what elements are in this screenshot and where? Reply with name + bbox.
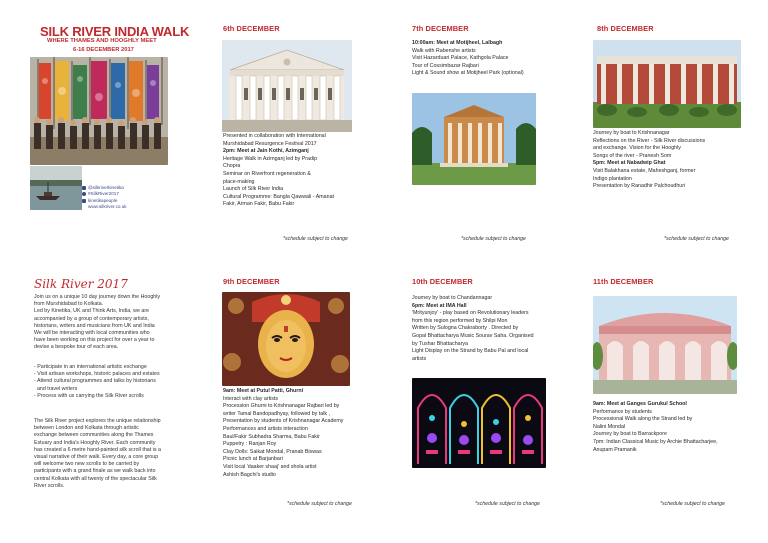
day-9-line: Visit local 'daaker shaaj' and shola artist (223, 463, 317, 470)
instagram-icon (82, 186, 86, 190)
day-9-line: Performances and artists interaction (223, 425, 308, 432)
social-facebook[interactable]: kinetikapeople (88, 197, 118, 203)
day-6-line: Heritage Walk in Azimganj led by Pradip (223, 155, 318, 162)
social-hashtag[interactable]: #SilkRiver2017 (88, 191, 119, 197)
day-9-line: Baul/Fakir Subhadra Sharma, Babu Fakir (223, 433, 320, 440)
cover-subtitle: WHERE THAMES AND HOOGHLY MEET (47, 38, 157, 44)
cover-photo-procession (30, 57, 168, 165)
day-6-line: Chopra (223, 163, 241, 170)
day-11-line: Processional Walk along the Strand led by (593, 416, 693, 423)
day-7-line: Tour of Cossimbazar Rajbari (412, 62, 479, 69)
day-10-line: from this region performed by Shilpi Mon (412, 317, 508, 324)
day-10-photo (412, 378, 546, 468)
day-11-line: Nalini Mondal (593, 423, 626, 430)
day-7-details (412, 40, 524, 78)
day-8-meeting-point: 5pm: Meet at Nabadwip Ghat (593, 160, 666, 167)
day-11-line: Performance by students (593, 408, 652, 415)
day-8-line: Journey by boat to Krishnanagar (593, 130, 670, 136)
day-6-schedule-note: *schedule subject to change (283, 236, 348, 242)
day-11-line: Journey by boat to Barrackpore (593, 431, 667, 438)
day-10-line: Journey by boat to Chandannagar (412, 295, 493, 301)
day-6-photo (222, 40, 352, 132)
day-10-details (412, 295, 534, 363)
cover-dates: 6-16 DECEMBER 2017 (73, 47, 134, 53)
day-10-line: Light Display on the Strand by Babu Pal and local (412, 348, 529, 355)
day-6-meeting-point: 2pm: Meet at Jain Kothi, Azimganj (223, 148, 309, 155)
day-9-line: Puppetry : Ranjan Roy (223, 441, 277, 448)
day-11-details (593, 401, 718, 454)
day-10-line: artists (412, 355, 427, 362)
day-6-line: Launch of Silk River India (223, 186, 284, 193)
intro-paragraph-1: Join us on a unique 10 day journey down the Hooghly from Murshidabad to Kolkata. Led by Kinetika, UK and Think Arts, India, we are accompanied by a group of contemporary artists, historians, writers and musicians from UK and India We will be interacting with local communities who have been working on this project for over a year to devise a bespoke tour of each area. (34, 294, 161, 351)
day-7-meeting-point: 10:00am: Meet at Motijheel, Lalbagh (412, 40, 503, 46)
day-7-photo (412, 93, 536, 185)
day-10-line: Written by Sulogna Chakraborty . Directed by (412, 325, 519, 332)
day-9-details (223, 388, 343, 479)
day-9-line: Clay Dolls: Saikat Mondal, Pranab Biswas (223, 448, 322, 455)
day-10-line: 'Mrityunjoy' - play based on Revolutionary leaders (412, 310, 529, 317)
day-8-schedule-note: *schedule subject to change (664, 236, 729, 242)
day-10-meeting-point: 6pm: Meet at IMA Hall (412, 302, 467, 309)
day-9-line: Interact with clay artists (223, 395, 279, 402)
cover-photo-river (30, 166, 82, 210)
day-8-line: and exchange. Vision for the Hooghly (593, 145, 681, 152)
day-10-heading: 10th DECEMBER (412, 277, 473, 286)
intro-title: Silk River 2017 (34, 277, 128, 291)
day-11-heading: 11th DECEMBER (593, 277, 654, 286)
day-7-line: Walk with Rabenshe artists (412, 47, 476, 54)
day-9-photo (222, 292, 350, 386)
day-8-line: Songs of the river - Pranesh Som (593, 152, 672, 159)
day-9-line: Ashish Bagchi's studio (223, 471, 276, 478)
day-9-heading: 9th DECEMBER (223, 277, 280, 286)
intro-bullets: - Participate in an international artistic exchange - Visit artisan workshops, historic palaces and estates - Attend cultural programmes and talks by historians and travel writers - Process with us carrying the Silk River scrolls (34, 364, 160, 399)
social-handles (88, 185, 127, 211)
day-9-line: Picnic lunch at Barjanbari (223, 456, 283, 463)
intro-paragraph-2: The Silk River project explores the unique relationship between London and Kolkata through artistic exchange between communities along the Thames Estuary and India's Hooghly River. Each community has created a 6 metre hand-painted silk scroll that is a visual narrative of their walk. Every day, a core group will welcome two new scrolls to be carried by participants with a grand finale as we walk back into central Kolkata with all twenty of the spectacular Silk River scrolls. (34, 418, 161, 489)
day-6-heading: 6th DECEMBER (223, 24, 280, 33)
day-9-line: Presentation by students of Krishnanagar Academy (223, 418, 344, 425)
social-icons (82, 185, 87, 203)
day-8-details (593, 130, 705, 191)
cover-title: SILK RIVER INDIA WALK (40, 24, 190, 39)
day-11-line: 7pm: Indian Classical Music by Archie Bhattacharjee, (593, 438, 718, 445)
day-7-line: Light & Sound show at Motijheel Park (optional) (412, 70, 524, 77)
day-8-photo (593, 40, 741, 128)
day-9-schedule-note: *schedule subject to change (287, 501, 352, 507)
day-8-line: Reflections on the River - Silk River discussions (593, 137, 706, 144)
day-11-schedule-note: *schedule subject to change (660, 501, 725, 507)
day-11-line: Anupam Pramanik (593, 446, 637, 453)
twitter-icon (82, 192, 86, 196)
day-11-meeting-point: 9am: Meet at Ganges Gurukul School (593, 401, 687, 407)
day-9-line: writer Tamal Bandopadhyay, followed by talk , (223, 410, 330, 417)
day-6-details (223, 133, 334, 209)
social-website[interactable]: www.silkriver.co.uk (88, 204, 127, 210)
day-10-line: Gopal Bhattacharya Music Sourav Saha. Organised (412, 332, 534, 339)
day-7-line: Visit Hazarduari Palace, Kathgola Palace (412, 55, 509, 62)
social-instagram[interactable]: @silkriverkinetika (88, 185, 124, 190)
day-7-heading: 7th DECEMBER (412, 24, 469, 33)
day-8-line: Visit Balakhana estate, Maheshganj, former (593, 167, 696, 174)
day-9-line: Procession Ghurni to Krishnanagar Rajbari led by (223, 403, 340, 410)
day-8-heading: 8th DECEMBER (597, 24, 654, 33)
day-8-line: Indigo plantation (593, 175, 632, 182)
day-6-line: Presented in collaboration with International (223, 133, 326, 139)
day-6-line: Murshidabad Resurgence Festival 2017 (223, 140, 317, 147)
day-6-line: Seminar on Riverfront regeneration & (223, 170, 311, 177)
day-6-line: Fakir, Arman Fakir, Babu Fakir (223, 201, 295, 208)
day-10-line: by Tushar Bhattacharya (412, 340, 468, 347)
facebook-icon (82, 199, 86, 203)
day-6-line: place-making (223, 178, 255, 185)
day-6-line: Cultural Programme: Bangla Qawwali - Amanat (223, 193, 334, 200)
day-10-schedule-note: *schedule subject to change (475, 501, 540, 507)
day-7-schedule-note: *schedule subject to change (461, 236, 526, 242)
day-9-meeting-point: 9am: Meet at Putul Patti, Ghurni (223, 388, 304, 394)
day-8-line: Presentation by Ranadhir Palchoudhuri (593, 183, 686, 190)
day-11-photo (593, 296, 737, 394)
